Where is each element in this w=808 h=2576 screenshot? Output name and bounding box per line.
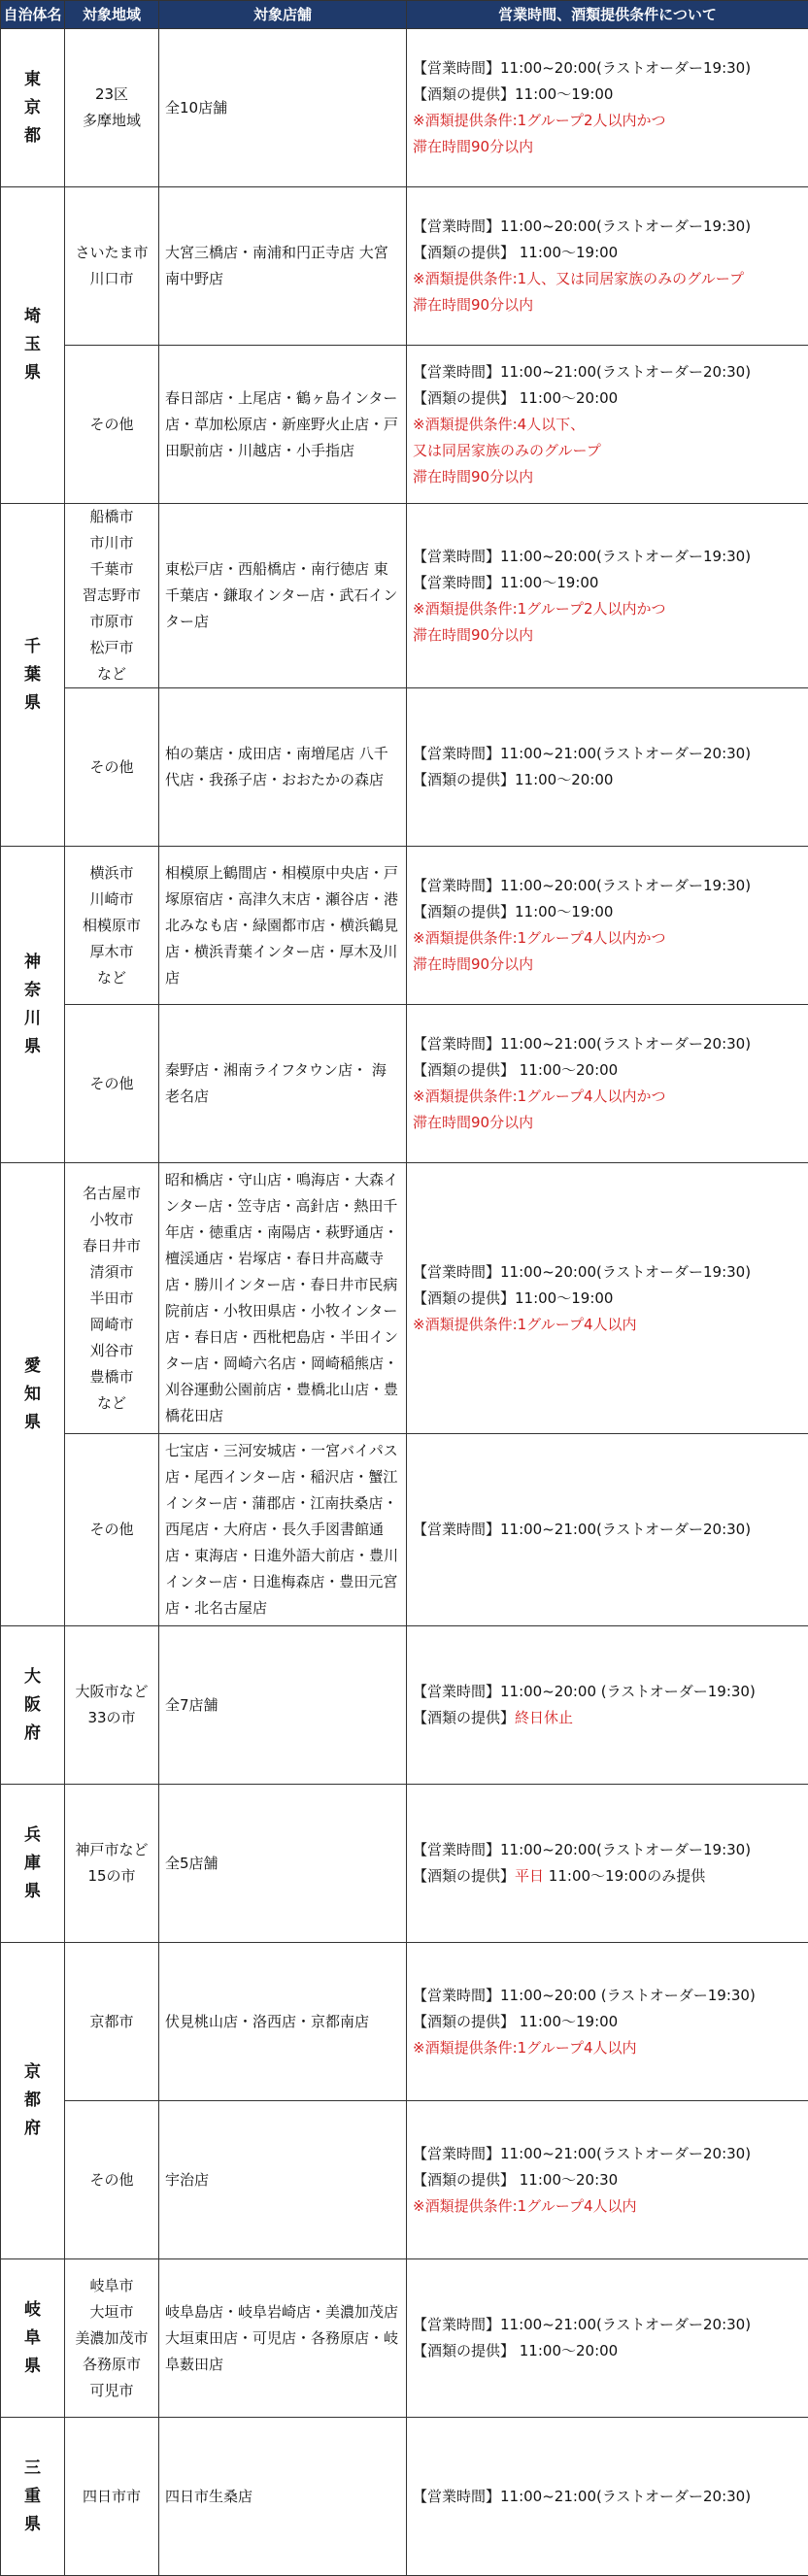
shops-cell: 柏の葉店・成田店・南増尾店 八千代店・我孫子店・おおたかの森店: [159, 688, 407, 847]
shops-cell: 全7店舗: [159, 1626, 407, 1785]
area-line: 千葉市: [67, 556, 156, 583]
area-cell: [65, 187, 159, 346]
condition-note: 滞在時間90分以内: [413, 952, 802, 978]
prefecture-char: 岐: [1, 2296, 64, 2325]
hours-cell: [407, 1005, 808, 1163]
area-cell: [65, 1785, 159, 1943]
hours-line: 【酒類の提供】 11:00～20:00: [413, 1057, 802, 1084]
area-cell: [65, 2418, 159, 2576]
prefecture-char: 阜: [1, 2325, 64, 2353]
hours-line: 【営業時間】11:00~21:00(ラストオーダー20:30): [413, 2484, 802, 2510]
hours-line: 【営業時間】11:00~20:00(ラストオーダー19:30): [413, 1837, 802, 1863]
liquor-label: 【酒類の提供】: [413, 1709, 515, 1726]
prefecture-cell: [1, 2418, 65, 2576]
area-line: 岐阜市: [67, 2273, 156, 2299]
area-line: 神戸市など: [67, 1837, 156, 1863]
area-line: その他: [67, 754, 156, 781]
hours-line: 【酒類の提供】11:00～19:00: [413, 1286, 802, 1312]
area-line: 市川市: [67, 530, 156, 556]
prefecture-char: 奈: [1, 977, 64, 1005]
area-line: 横浜市: [67, 860, 156, 887]
hours-line: 【酒類の提供】 11:00～20:00: [413, 2338, 802, 2364]
area-line: 33の市: [67, 1705, 156, 1731]
table-row: [1, 1434, 808, 1626]
prefecture-char: 県: [1, 359, 64, 387]
area-line: 大阪市など: [67, 1679, 156, 1705]
header-hours: 営業時間、酒類提供条件について: [407, 1, 808, 29]
hours-line: 【営業時間】11:00~21:00(ラストオーダー20:30): [413, 2141, 802, 2167]
prefecture-char: 大: [1, 1663, 64, 1691]
area-line: 大垣市: [67, 2299, 156, 2325]
liquor-line: [413, 1863, 802, 1890]
liquor-value: 終日休止: [515, 1709, 573, 1726]
header-area: 対象地域: [65, 1, 159, 29]
hours-line: 【営業時間】11:00~21:00(ラストオーダー20:30): [413, 741, 802, 767]
prefecture-char: 府: [1, 2115, 64, 2143]
area-line: その他: [67, 412, 156, 438]
shops-cell: 相模原上鶴間店・相模原中央店・戸塚原宿店・高津久末店・瀬谷店・港北みなも店・緑園都市店・横浜鶴見店・横浜青葉インター店・厚木及川店: [159, 847, 407, 1005]
hours-line: 【営業時間】11:00~20:00(ラストオーダー19:30): [413, 873, 802, 899]
liquor-line: [413, 1705, 802, 1731]
shops-cell: 四日市生桑店: [159, 2418, 407, 2576]
table-row: [1, 346, 808, 504]
shops-cell: 伏見桃山店・洛西店・京都南店: [159, 1943, 407, 2101]
hours-cell: [407, 1434, 808, 1626]
prefecture-char: 知: [1, 1381, 64, 1409]
condition-note: 滞在時間90分以内: [413, 1110, 802, 1136]
table-row: [1, 1005, 808, 1163]
condition-note: ※酒類提供条件:1グループ2人以内かつ: [413, 596, 802, 622]
prefecture-char: 重: [1, 2483, 64, 2511]
table-row: [1, 1785, 808, 1943]
hours-line: 【酒類の提供】11:00～19:00: [413, 899, 802, 925]
prefecture-cell: [1, 187, 65, 504]
hours-cell: [407, 2101, 808, 2259]
header-prefecture: 自治体名: [1, 1, 65, 29]
area-line: 豊橋市: [67, 1364, 156, 1390]
hours-cell: [407, 2418, 808, 2576]
prefecture-cell: [1, 504, 65, 847]
area-line: 23区: [67, 82, 156, 108]
prefecture-char: 府: [1, 1720, 64, 1748]
prefecture-cell: [1, 847, 65, 1163]
hours-cell: [407, 2259, 808, 2418]
area-line: 可児市: [67, 2378, 156, 2404]
area-line: 松戸市: [67, 635, 156, 661]
condition-note: 滞在時間90分以内: [413, 464, 802, 490]
prefecture-char: 千: [1, 633, 64, 661]
condition-note: ※酒類提供条件:1グループ4人以内: [413, 1312, 802, 1338]
prefecture-char: 県: [1, 2353, 64, 2381]
prefecture-cell: [1, 2259, 65, 2418]
table-row: [1, 688, 808, 847]
area-line: 川崎市: [67, 887, 156, 913]
table-row: [1, 2259, 808, 2418]
area-cell: [65, 346, 159, 504]
condition-note: 又は同居家族のみのグループ: [413, 438, 802, 464]
area-line: 美濃加茂市: [67, 2325, 156, 2352]
area-line: 15の市: [67, 1863, 156, 1890]
hours-cell: [407, 187, 808, 346]
area-line: 四日市市: [67, 2484, 156, 2510]
shops-cell: 秦野店・湘南ライフタウン店・ 海老名店: [159, 1005, 407, 1163]
prefecture-char: 愛: [1, 1353, 64, 1381]
hours-cell: [407, 29, 808, 187]
area-line: 京都市: [67, 2009, 156, 2035]
prefecture-char: 都: [1, 122, 64, 151]
condition-note: ※酒類提供条件:1グループ2人以内かつ: [413, 108, 802, 134]
prefecture-char: 県: [1, 1409, 64, 1437]
prefecture-char: 県: [1, 1878, 64, 1906]
prefecture-char: 京: [1, 94, 64, 122]
area-line: 春日井市: [67, 1233, 156, 1259]
area-line: など: [67, 1390, 156, 1417]
hours-cell: [407, 847, 808, 1005]
area-line: 川口市: [67, 266, 156, 292]
prefecture-cell: [1, 1626, 65, 1785]
prefecture-char: 三: [1, 2455, 64, 2483]
liquor-label: 【酒類の提供】: [413, 1867, 515, 1885]
hours-line: 【営業時間】11:00~21:00(ラストオーダー20:30): [413, 2312, 802, 2338]
hours-line: 【酒類の提供】 11:00～20:00: [413, 385, 802, 412]
area-line: 名古屋市: [67, 1181, 156, 1207]
condition-note: ※酒類提供条件:1グループ4人以内かつ: [413, 925, 802, 952]
prefecture-char: 川: [1, 1005, 64, 1033]
area-line: 多摩地域: [67, 108, 156, 134]
hours-line: 【営業時間】11:00~21:00(ラストオーダー20:30): [413, 1031, 802, 1057]
area-line: 相模原市: [67, 913, 156, 939]
prefecture-char: 埼: [1, 303, 64, 331]
table-row: [1, 1163, 808, 1434]
area-line: その他: [67, 1071, 156, 1097]
hours-line: 【営業時間】11:00~20:00(ラストオーダー19:30): [413, 1259, 802, 1286]
prefecture-cell: [1, 29, 65, 187]
area-line: 各務原市: [67, 2352, 156, 2378]
area-line: 刈谷市: [67, 1338, 156, 1364]
table-row: [1, 2418, 808, 2576]
area-line: 半田市: [67, 1286, 156, 1312]
condition-note: ※酒類提供条件:4人以下、: [413, 412, 802, 438]
area-line: 市原市: [67, 609, 156, 635]
area-cell: [65, 1626, 159, 1785]
hours-cell: [407, 504, 808, 688]
hours-line: 【酒類の提供】 11:00～20:30: [413, 2167, 802, 2193]
table-row: [1, 1943, 808, 2101]
area-cell: [65, 1163, 159, 1434]
hours-line: 【酒類の提供】 11:00～19:00: [413, 240, 802, 266]
prefecture-cell: [1, 1785, 65, 1943]
hours-line: 【酒類の提供】11:00～20:00: [413, 767, 802, 793]
hours-cell: [407, 1163, 808, 1434]
prefecture-cell: [1, 1943, 65, 2259]
area-cell: [65, 2101, 159, 2259]
area-line: その他: [67, 2167, 156, 2193]
area-cell: [65, 1943, 159, 2101]
area-cell: [65, 1434, 159, 1626]
shops-cell: 大宮三橋店・南浦和円正寺店 大宮南中野店: [159, 187, 407, 346]
prefecture-char: 東: [1, 66, 64, 94]
shops-cell: 全5店舗: [159, 1785, 407, 1943]
table-row: [1, 2101, 808, 2259]
hours-cell: [407, 346, 808, 504]
condition-note: 滞在時間90分以内: [413, 134, 802, 160]
hours-line: 【酒類の提供】 11:00～19:00: [413, 2009, 802, 2035]
shops-cell: 全10店舗: [159, 29, 407, 187]
area-cell: [65, 1005, 159, 1163]
hours-line: 【営業時間】11:00~20:00(ラストオーダー19:30): [413, 214, 802, 240]
hours-cell: [407, 1943, 808, 2101]
prefecture-char: 庫: [1, 1850, 64, 1878]
area-cell: [65, 2259, 159, 2418]
area-cell: [65, 29, 159, 187]
area-line: その他: [67, 1517, 156, 1543]
area-line: など: [67, 661, 156, 687]
hours-line: 【営業時間】11:00~21:00(ラストオーダー20:30): [413, 359, 802, 385]
hours-line: 【酒類の提供】11:00～19:00: [413, 82, 802, 108]
prefecture-char: 京: [1, 2058, 64, 2087]
area-line: 岡崎市: [67, 1312, 156, 1338]
area-cell: [65, 504, 159, 688]
hours-line: 【営業時間】11:00~20:00 (ラストオーダー19:30): [413, 1679, 802, 1705]
table-row: [1, 29, 808, 187]
prefecture-char: 阪: [1, 1691, 64, 1720]
condition-note: 滞在時間90分以内: [413, 622, 802, 649]
hours-line: 【営業時間】11:00~20:00 (ラストオーダー19:30): [413, 1983, 802, 2009]
shops-cell: 七宝店・三河安城店・一宮バイパス店・尾西インター店・稲沢店・蟹江インター店・蒲郡店・江南扶桑店・西尾店・大府店・長久手図書館通店・東海店・日進外語大前店・豊川インター店・日進梅森店・豊田元宮店・北名古屋店: [159, 1434, 407, 1626]
prefecture-char: 兵: [1, 1822, 64, 1850]
shops-cell: 春日部店・上尾店・鶴ヶ島インター店・草加松原店・新座野火止店・戸田駅前店・川越店・小手指店: [159, 346, 407, 504]
table-row: [1, 187, 808, 346]
prefecture-char: 神: [1, 949, 64, 977]
area-line: 厚木市: [67, 939, 156, 965]
area-line: 小牧市: [67, 1207, 156, 1233]
area-line: さいたま市: [67, 240, 156, 266]
shops-cell: 宇治店: [159, 2101, 407, 2259]
prefecture-char: 玉: [1, 331, 64, 359]
condition-note: ※酒類提供条件:1人、又は同居家族のみのグループ: [413, 266, 802, 292]
shops-cell: 昭和橋店・守山店・鳴海店・大森インター店・笠寺店・高針店・熱田千年店・徳重店・南陽店・萩野通店・檀渓通店・岩塚店・春日井高蔵寺店・勝川インター店・春日井市民病院前店・小牧田県店・小牧インター店・春日店・西枇杷島店・半田インター店・岡崎六名店・岡崎稲熊店・刈谷運動公園前店・豊橋北山店・豊橋花田店: [159, 1163, 407, 1434]
area-cell: [65, 847, 159, 1005]
table-header-row: [1, 1, 808, 29]
prefecture-char: 葉: [1, 661, 64, 689]
hours-line: 【営業時間】11:00~21:00(ラストオーダー20:30): [413, 1517, 802, 1543]
liquor-value: 平日: [515, 1867, 544, 1885]
area-line: 船橋市: [67, 504, 156, 530]
hours-line: 【営業時間】11:00~20:00(ラストオーダー19:30): [413, 544, 802, 570]
hours-cell: [407, 1626, 808, 1785]
table-row: [1, 847, 808, 1005]
hours-line: 【営業時間】11:00～19:00: [413, 570, 802, 596]
area-cell: [65, 688, 159, 847]
area-line: など: [67, 965, 156, 991]
condition-note: 滞在時間90分以内: [413, 292, 802, 318]
condition-note: ※酒類提供条件:1グループ4人以内かつ: [413, 1084, 802, 1110]
prefecture-char: 県: [1, 1033, 64, 1061]
table-row: [1, 1626, 808, 1785]
prefecture-cell: [1, 1163, 65, 1626]
prefecture-char: 県: [1, 689, 64, 718]
hours-cell: [407, 1785, 808, 1943]
area-line: 清須市: [67, 1259, 156, 1286]
hours-line: 【営業時間】11:00~20:00(ラストオーダー19:30): [413, 55, 802, 82]
shops-cell: 東松戸店・西船橋店・南行徳店 東千葉店・鎌取インター店・武石インター店: [159, 504, 407, 688]
header-shops: 対象店舗: [159, 1, 407, 29]
liquor-rest: 11:00～19:00のみ提供: [544, 1867, 705, 1885]
prefecture-char: 都: [1, 2087, 64, 2115]
area-line: 習志野市: [67, 583, 156, 609]
table-body: [1, 29, 808, 2576]
condition-note: ※酒類提供条件:1グループ4人以内: [413, 2193, 802, 2220]
prefecture-char: 県: [1, 2511, 64, 2539]
hours-cell: [407, 688, 808, 847]
shops-cell: 岐阜島店・岐阜岩崎店・美濃加茂店 大垣東田店・可児店・各務原店・岐阜薮田店: [159, 2259, 407, 2418]
condition-note: ※酒類提供条件:1グループ4人以内: [413, 2035, 802, 2061]
table-row: [1, 504, 808, 688]
